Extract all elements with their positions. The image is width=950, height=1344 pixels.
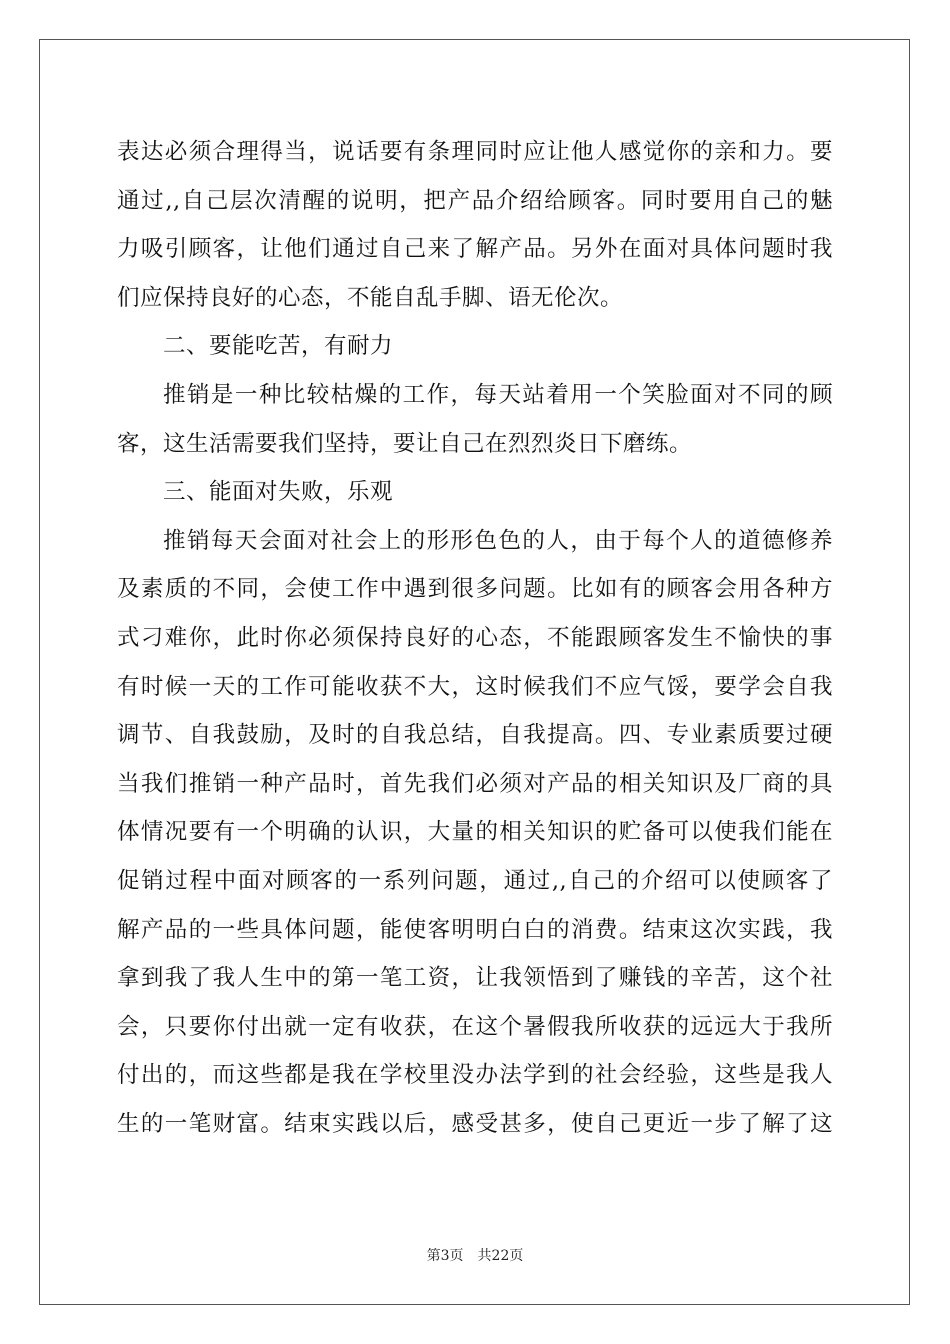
section-heading-3: 三、能面对失败，乐观 xyxy=(163,479,394,506)
text-line-20: 付出的，而这些都是我在学校里没办法学到的社会经验，这些是我人 xyxy=(117,1062,833,1089)
page-number: 第3页 xyxy=(426,1248,464,1264)
text-line-4: 们应保持良好的心态，不能自乱手脚、语无伦次。 xyxy=(117,284,624,311)
document-body xyxy=(117,128,833,1148)
text-line-11: 式刁难你，此时你必须保持良好的心态，不能跟顾客发生不愉快的事 xyxy=(117,624,833,651)
section-heading-2: 二、要能吃苦，有耐力 xyxy=(163,333,394,360)
text-line-17: 解产品的一些具体问题，能使客明明白白的消费。结束这次实践，我 xyxy=(117,916,833,943)
total-pages: 共22页 xyxy=(477,1248,524,1264)
text-line-3: 力吸引顾客，让他们通过自己来了解产品。另外在面对具体问题时我 xyxy=(117,236,833,263)
text-line-12: 有时候一天的工作可能收获不大，这时候我们不应气馁，要学会自我 xyxy=(117,673,833,700)
text-line-6: 推销是一种比较枯燥的工作，每天站着用一个笑脸面对不同的顾 xyxy=(163,381,833,408)
page-footer xyxy=(0,1245,950,1265)
text-line-9: 推销每天会面对社会上的形形色色的人，由于每个人的道德修养 xyxy=(163,527,833,554)
text-line-13: 调节、自我鼓励，及时的自我总结，自我提高。四、专业素质要过硬 xyxy=(117,722,833,749)
text-line-19: 会，只要你付出就一定有收获，在这个暑假我所收获的远远大于我所 xyxy=(117,1013,833,1040)
text-line-14: 当我们推销一种产品时，首先我们必须对产品的相关知识及厂商的具 xyxy=(117,770,833,797)
text-line-21: 生的一笔财富。结束实践以后，感受甚多，使自己更近一步了解了这 xyxy=(117,1110,833,1137)
text-line-7: 客，这生活需要我们坚持，要让自己在烈烈炎日下磨练。 xyxy=(117,430,693,457)
text-line-10: 及素质的不同，会使工作中遇到很多问题。比如有的顾客会用各种方 xyxy=(117,576,833,603)
text-line-2: 通过,,自己层次清醒的说明，把产品介绍给顾客。同时要用自己的魅 xyxy=(117,187,833,214)
text-line-15: 体情况要有一个明确的认识，大量的相关知识的贮备可以使我们能在 xyxy=(117,819,833,846)
text-line-1: 表达必须合理得当，说话要有条理同时应让他人感觉你的亲和力。要 xyxy=(117,139,833,165)
text-line-18: 拿到我了我人生中的第一笔工资，让我领悟到了赚钱的辛苦，这个社 xyxy=(117,965,833,992)
text-line-16: 促销过程中面对顾客的一系列问题，通过,,自己的介绍可以使顾客了 xyxy=(117,867,833,894)
